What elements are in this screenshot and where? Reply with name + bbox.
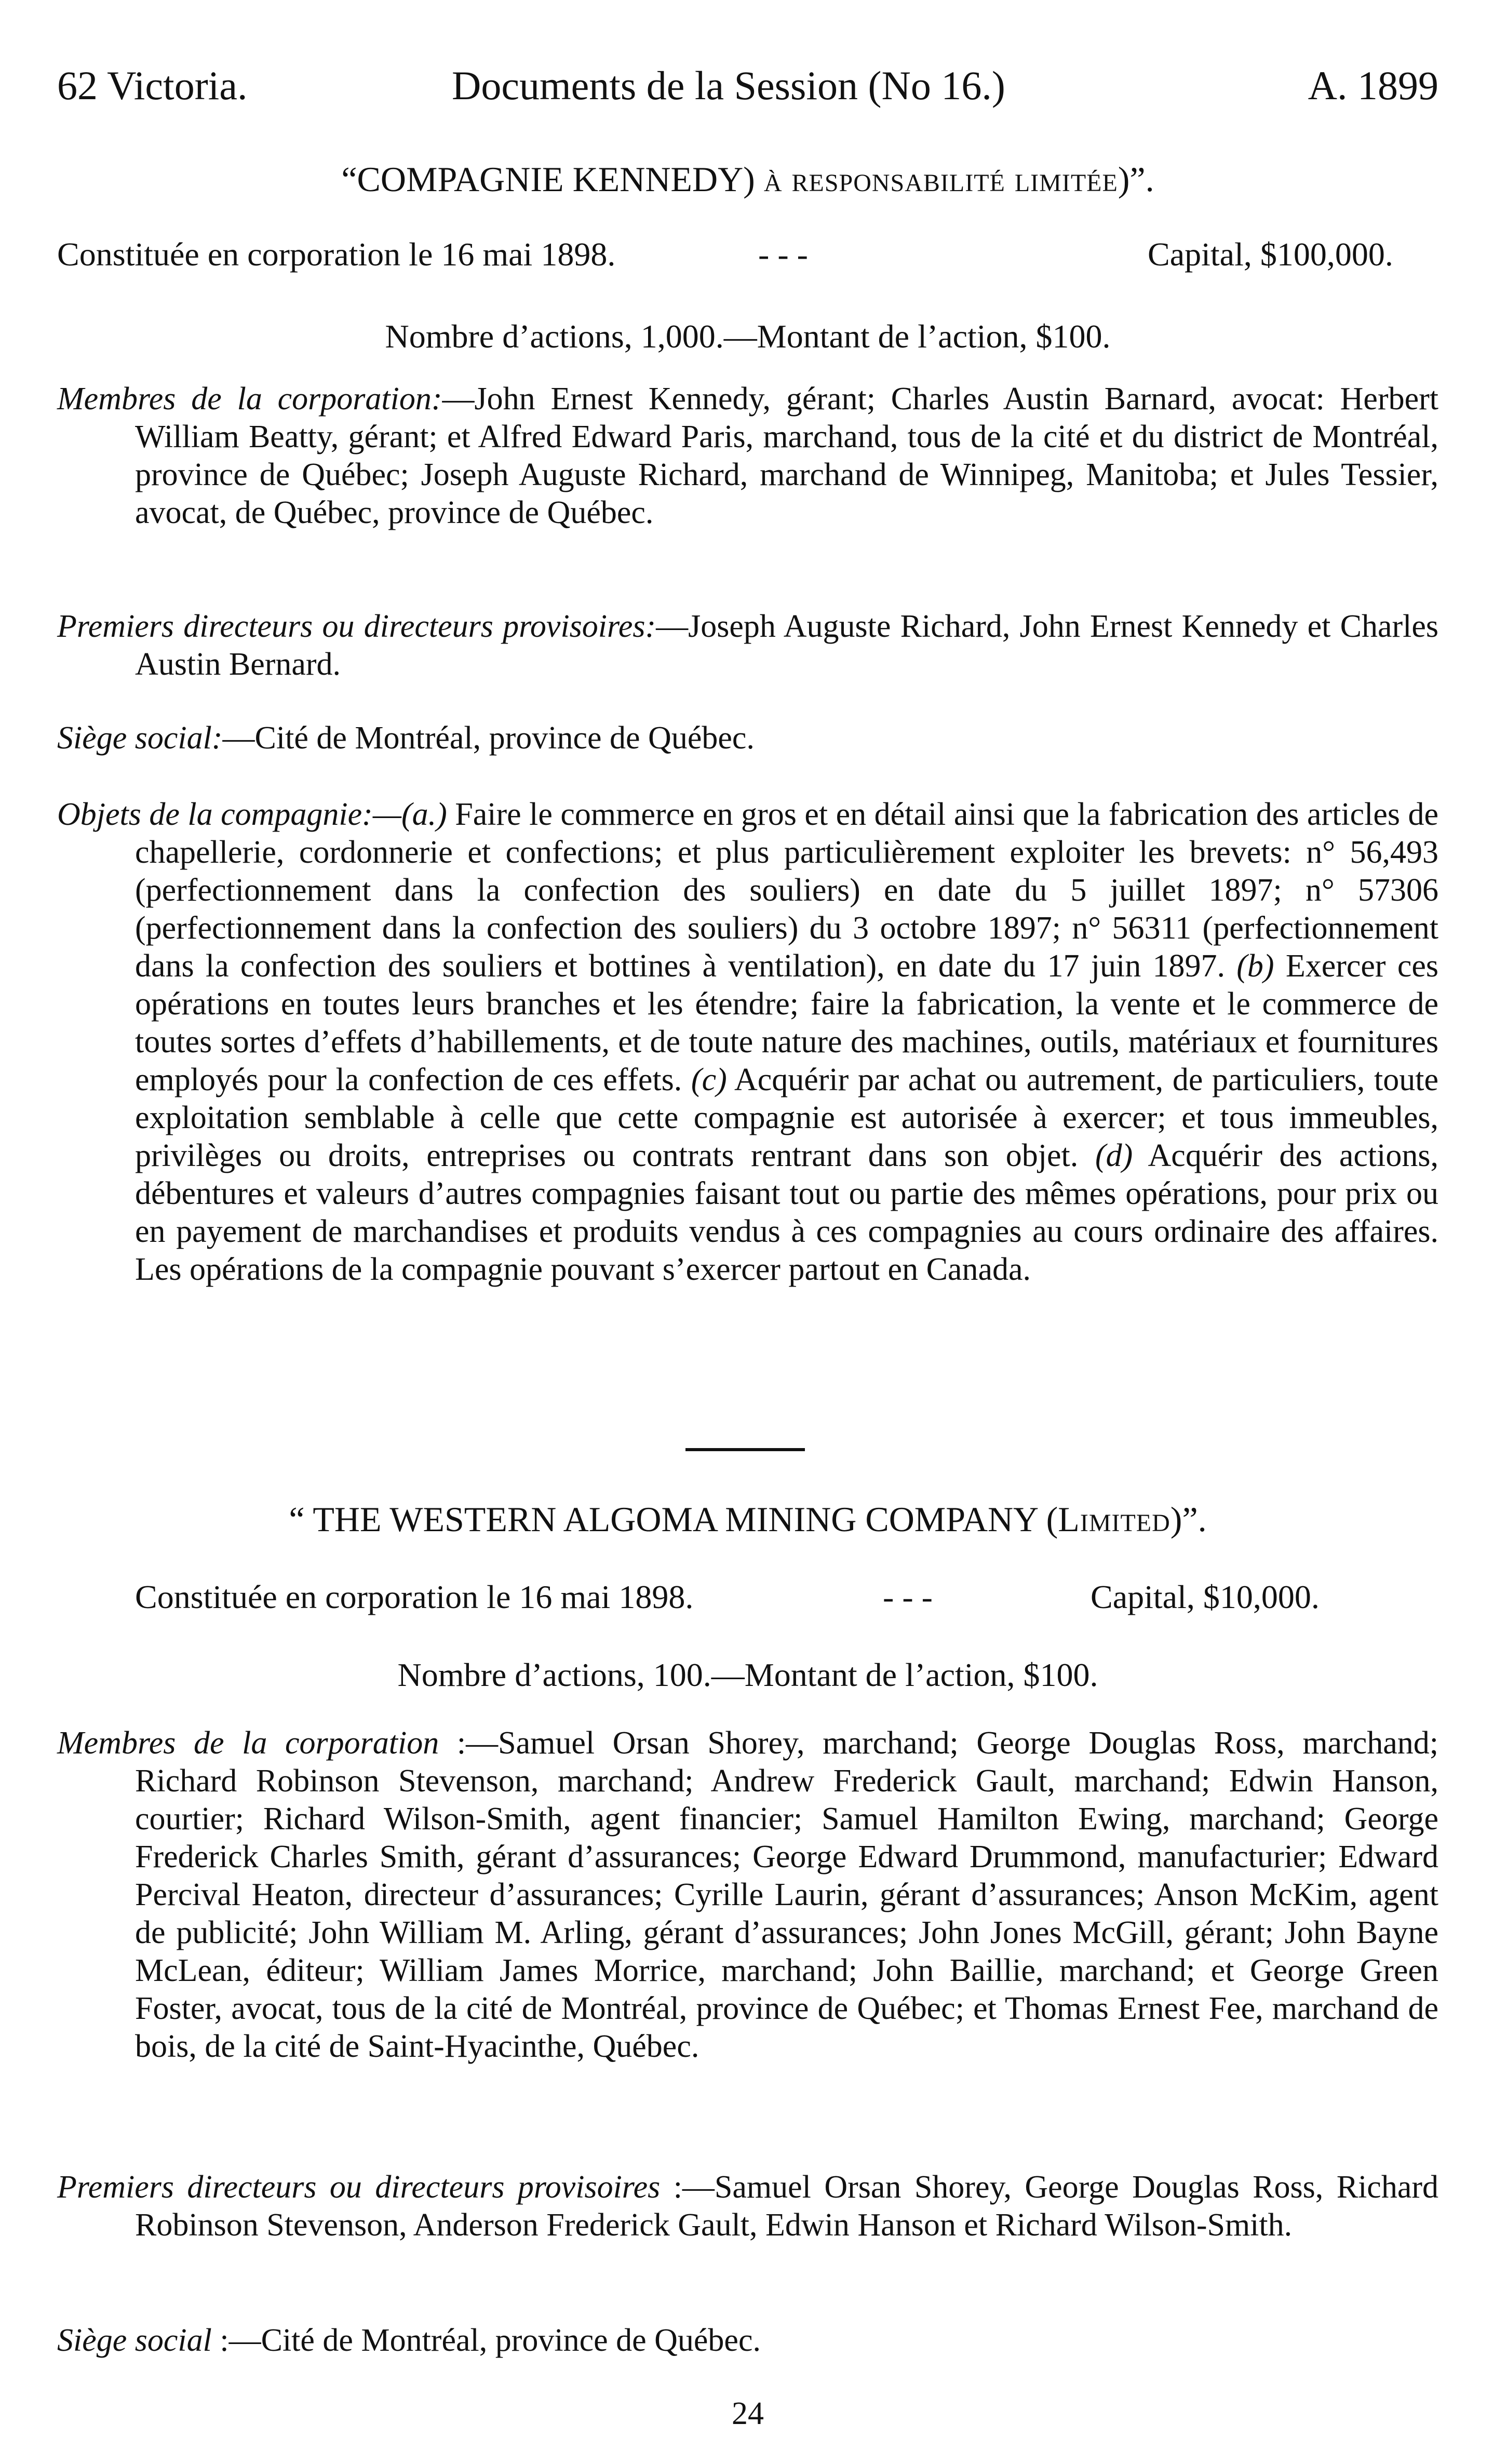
header-session-year: 62 Victoria. xyxy=(57,63,248,108)
section1-objects-d-label: (d) xyxy=(1095,1138,1133,1173)
section2-capital: Capital, $10,000. xyxy=(1091,1578,1320,1615)
section1-title xyxy=(57,156,1438,203)
section2-members-label: Membres de la corporation xyxy=(57,1725,439,1761)
section2-title-smallcaps: Limited xyxy=(1058,1499,1170,1539)
section2-seat-text: :—Cité de Montréal, province de Québec. xyxy=(211,2323,761,2358)
header-year: A. 1899 xyxy=(1308,63,1438,108)
section1-members-text: —John Ernest Kennedy, gérant; Charles Austin Barnard, avocat: Herbert William Beatty, gérant; et Alfred Edward Paris, marchand, tous de la cité et du district de Montréal, province de Québec; Joseph Auguste Richard, marchand de Winnipeg, Manitoba; et Jules Tessier, avocat, de Québec, province de Québec. xyxy=(135,381,1438,530)
section2-directors xyxy=(57,2168,1438,2244)
section1-seat-text: —Cité de Montréal, province de Québec. xyxy=(222,720,755,756)
section2-directors-text: :—Samuel Orsan Shorey, George Douglas Ross, Richard Robinson Stevenson, Anderson Frederick Gault, Edwin Hanson et Richard Wilson-Smith. xyxy=(135,2170,1438,2243)
section1-objects-a-label: —(a.) xyxy=(372,797,447,832)
section1-objects-c-label: (c) xyxy=(691,1062,727,1097)
section1-objects-c: Acquérir par achat ou autrement, de particuliers, toute exploitation semblable à celle que cette compagnie est autorisée à exercer; et tous immeubles, privilèges ou droits, entreprises ou contrats rentrant dans son objet. xyxy=(135,1062,1438,1173)
section2-title-end: )”. xyxy=(1170,1499,1207,1539)
section2-dashes: - - - xyxy=(883,1578,933,1615)
section1-objects xyxy=(57,796,1439,1289)
section2-members xyxy=(57,1724,1438,2066)
header-document-title: Documents de la Session (No 16.) xyxy=(452,63,1005,108)
section1-objects-b-label: (b) xyxy=(1236,948,1274,984)
section1-directors xyxy=(57,608,1439,684)
section1-seat-label: Siège social: xyxy=(57,720,223,756)
section1-objects-a: Faire le commerce en gros et en détail ainsi que la fabrication des articles de chapellerie, cordonnerie et confections; et plus particulièrement exploiter les brevets: n° 56,493 (perfectionnement dans la confection des souliers) en date du 5 juillet 1897; n° 57306 (perfectionnement dans la confection des souliers) du 3 octobre 1897; n° 56311 (perfectionnement dans la confection des souliers et bottines à ventilation), en date du 17 juin 1897. xyxy=(135,797,1438,984)
section2-seat xyxy=(57,2322,1438,2360)
section1-objects-d: Acquérir des actions, débentures et valeurs d’autres compagnies faisant tout ou partie des mêmes opérations, pour prix ou en payement de marchandises et produits vendus à ces compagnies au cours ordinaire des affaires. Les opérations de la compagnie pouvant s’exercer partout en Canada. xyxy=(135,1138,1439,1287)
section1-objects-label: Objets de la compagnie: xyxy=(57,797,373,832)
section2-title-main: “ THE WESTERN ALGOMA MINING COMPANY ( xyxy=(289,1499,1058,1539)
section-divider xyxy=(685,1448,805,1451)
section1-members-label: Membres de la corporation: xyxy=(57,381,442,417)
page-number: 24 xyxy=(732,2396,764,2431)
section2-members-text: :—Samuel Orsan Shorey, marchand; George Douglas Ross, marchand; Richard Robinson Stevenson, marchand; Andrew Frederick Gault, marchand; Edwin Hanson, courtier; Richard Wilson-Smith, agent financier; Samuel Hamilton Ewing, marchand; George Frederick Charles Smith, gérant d’assurances; George Edward Drummond, manufacturier; Edward Percival Heaton, directeur d’assurances; Cyrille Laurin, gérant d’assurances; Anson McKim, agent de publicité; John William M. Arling, gérant d’assurances; John Jones McGill, gérant; John Bayne McLean, éditeur; William James Morrice, marchand; John Baillie, marchand; et George Green Foster, avocat, tous de la cité de Montréal, province de Québec; et Thomas Ernest Fee, marchand de bois, de la cité de Saint-Hyacinthe, Québec. xyxy=(135,1725,1438,2064)
section1-objects-b: Exercer ces opérations en toutes leurs branches et les étendre; faire la fabrication, la vente et le commerce de toutes sortes d’effets d’habillements, et de toute nature des machines, outils, matériaux et fournitures employés pour la confection de ces effets. xyxy=(135,948,1438,1097)
section1-capital: Capital, $100,000. xyxy=(1148,236,1393,273)
section1-seat xyxy=(57,719,1438,757)
section2-constituted: Constituée en corporation le 16 mai 1898. xyxy=(135,1578,694,1615)
section2-seat-label: Siège social xyxy=(57,2323,212,2358)
section1-title-smallcaps: à responsabilité limitée xyxy=(763,159,1118,199)
section1-shares: Nombre d’actions, 1,000.—Montant de l’action, $100. xyxy=(385,318,1111,355)
section1-dashes: - - - xyxy=(758,236,808,273)
section1-directors-label: Premiers directeurs ou directeurs provisoires: xyxy=(57,609,656,644)
section2-title xyxy=(57,1496,1438,1543)
section1-title-end: )”. xyxy=(1118,159,1154,199)
section1-members xyxy=(57,380,1438,532)
section2-directors-label: Premiers directeurs ou directeurs provisoires xyxy=(57,2170,661,2205)
section1-title-main: “COMPAGNIE KENNEDY) xyxy=(341,159,764,199)
section1-constituted: Constituée en corporation le 16 mai 1898. xyxy=(57,236,616,273)
page-header xyxy=(57,57,1438,114)
section2-shares: Nombre d’actions, 100.—Montant de l’action, $100. xyxy=(397,1656,1098,1693)
section1-directors-text: —Joseph Auguste Richard, John Ernest Kennedy et Charles Austin Bernard. xyxy=(135,609,1439,682)
